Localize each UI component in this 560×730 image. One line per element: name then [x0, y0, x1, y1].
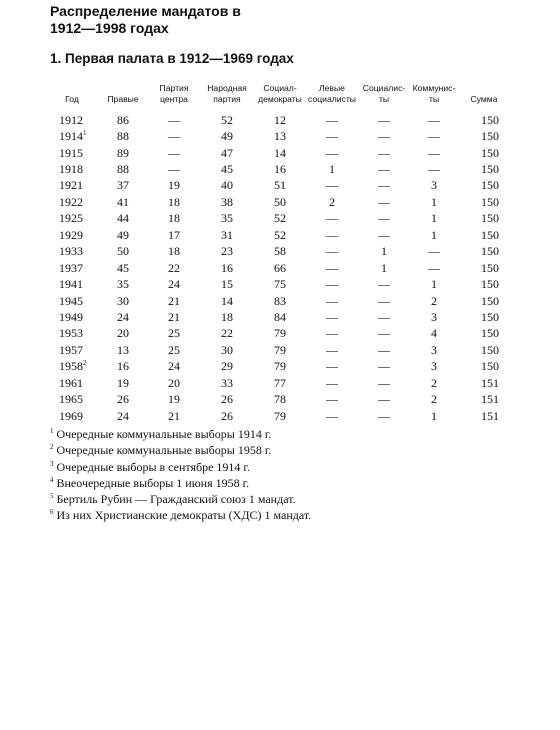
year-label: 1914	[59, 129, 83, 144]
cell-communists: —	[428, 244, 440, 259]
cell-left-socialists: —	[326, 211, 338, 226]
cell-sum: 150	[481, 260, 499, 275]
cell-center-party: —	[168, 145, 180, 160]
cell-year	[46, 359, 98, 375]
cell-year	[46, 211, 98, 227]
table-row	[46, 227, 510, 243]
page-title	[50, 3, 241, 37]
cell-communists: 1	[431, 211, 437, 226]
cell-social-democrats: 79	[274, 359, 286, 374]
cell-social-democrats: 16	[274, 162, 286, 177]
cell-center-party: 25	[168, 342, 180, 357]
cell-people-party: 31	[221, 227, 233, 242]
table-row	[46, 408, 510, 424]
year-label: 1958	[59, 359, 83, 374]
cell-center-party: —	[168, 162, 180, 177]
year-label: 1912	[59, 112, 83, 127]
cell-sum: 150	[481, 129, 499, 144]
cell-year	[46, 244, 98, 260]
cell-left-socialists: —	[326, 129, 338, 144]
cell-sum: 150	[481, 211, 499, 226]
cell-social-democrats: 12	[274, 112, 286, 127]
cell-socialists: —	[378, 309, 390, 324]
cell-left-socialists: —	[326, 309, 338, 324]
table-row	[46, 128, 510, 144]
cell-social-democrats: 77	[274, 375, 286, 390]
cell-social-democrats: 84	[274, 309, 286, 324]
cell-sum: 151	[481, 375, 499, 390]
year-label: 1929	[59, 227, 83, 242]
cell-left-socialists: —	[326, 112, 338, 127]
cell-people-party: 26	[221, 392, 233, 407]
cell-year	[46, 408, 98, 424]
year-label: 1953	[59, 326, 83, 341]
cell-social-democrats: 66	[274, 260, 286, 275]
cell-social-democrats: 83	[274, 293, 286, 308]
cell-year	[46, 194, 98, 210]
header-center-party: Партия центра	[159, 83, 189, 104]
footnote-text: Внеочередные выборы 1 июня 1958 г.	[56, 475, 250, 490]
table-row	[46, 244, 510, 260]
cell-year	[46, 161, 98, 177]
cell-year	[46, 260, 98, 276]
cell-socialists: —	[378, 342, 390, 357]
cell-center-party: 18	[168, 244, 180, 259]
year-label: 1922	[59, 194, 83, 209]
cell-socialists: —	[378, 277, 390, 292]
year-label: 1957	[59, 342, 83, 357]
cell-social-democrats: 79	[274, 326, 286, 341]
table-row	[46, 293, 510, 309]
year-label: 1969	[59, 408, 83, 423]
cell-left-socialists: —	[326, 244, 338, 259]
cell-socialists: —	[378, 211, 390, 226]
header-socialists: Социалис-ты	[362, 83, 406, 104]
cell-social-democrats: 52	[274, 211, 286, 226]
cell-sum: 150	[481, 162, 499, 177]
cell-people-party: 15	[221, 277, 233, 292]
cell-people-party: 38	[221, 194, 233, 209]
cell-right: 16	[117, 359, 129, 374]
cell-left-socialists: —	[326, 392, 338, 407]
footnote-text: Очередные коммунальные выборы 1914 г.	[56, 427, 272, 441]
cell-sum: 150	[481, 293, 499, 308]
cell-sum: 150	[481, 227, 499, 242]
table-row	[46, 342, 510, 358]
year-label: 1965	[59, 392, 83, 407]
cell-sum: 150	[481, 277, 499, 292]
footnote-number: 1	[50, 427, 54, 435]
cell-communists: 4	[431, 326, 437, 341]
cell-year	[46, 178, 98, 194]
cell-left-socialists: —	[326, 260, 338, 275]
cell-social-democrats: 79	[274, 342, 286, 357]
table-row	[46, 194, 510, 210]
cell-social-democrats: 75	[274, 277, 286, 292]
cell-year	[46, 391, 98, 407]
cell-year	[46, 128, 98, 144]
cell-center-party: 21	[168, 309, 180, 324]
cell-center-party: 22	[168, 260, 180, 275]
year-label: 1941	[59, 277, 83, 292]
cell-socialists: —	[378, 326, 390, 341]
cell-right: 41	[117, 194, 129, 209]
cell-right: 24	[117, 309, 129, 324]
cell-socialists: 1	[381, 260, 387, 275]
cell-socialists: —	[378, 194, 390, 209]
cell-right: 89	[117, 145, 129, 160]
table-row	[46, 359, 510, 375]
header-people-party: Народная партия	[207, 83, 247, 104]
cell-right: 49	[117, 227, 129, 242]
footnote-item	[50, 426, 311, 442]
footnote-item	[50, 507, 311, 523]
cell-communists: 2	[431, 375, 437, 390]
cell-year	[46, 326, 98, 342]
footnote-marker: 1	[83, 129, 87, 138]
cell-center-party: 21	[168, 408, 180, 423]
cell-people-party: 22	[221, 326, 233, 341]
cell-people-party: 29	[221, 359, 233, 374]
cell-socialists: —	[378, 293, 390, 308]
cell-communists: 3	[431, 359, 437, 374]
year-label: 1949	[59, 309, 83, 324]
table-row	[46, 178, 510, 194]
cell-left-socialists: —	[326, 375, 338, 390]
cell-sum: 150	[481, 112, 499, 127]
cell-sum: 150	[481, 194, 499, 209]
cell-left-socialists: —	[326, 293, 338, 308]
cell-left-socialists: —	[326, 408, 338, 423]
cell-socialists: —	[378, 408, 390, 423]
year-label: 1921	[59, 178, 83, 193]
cell-center-party: 19	[168, 178, 180, 193]
cell-communists: 3	[431, 309, 437, 324]
header-social-democrats: Социал-демократы	[258, 83, 302, 104]
footnote-text: Очередные коммунальные выборы 1958 г.	[56, 443, 272, 458]
cell-communists: —	[428, 112, 440, 127]
footnote-number: 4	[50, 475, 54, 484]
cell-right: 86	[117, 112, 129, 127]
footnote-number: 6	[50, 508, 54, 517]
footnote-item	[50, 442, 311, 458]
table-body	[46, 112, 510, 424]
header-communists: Коммунис-ты	[412, 83, 456, 104]
cell-year	[46, 309, 98, 325]
section-title: 1. Первая палата в 1912—1969 годах	[50, 51, 294, 66]
header-left-socialists: Левые социалисты	[308, 83, 356, 104]
cell-socialists: —	[378, 359, 390, 374]
cell-people-party: 33	[221, 375, 233, 390]
table-row	[46, 112, 510, 128]
table-row	[46, 375, 510, 391]
cell-people-party: 45	[221, 162, 233, 177]
cell-communists: —	[428, 162, 440, 177]
year-label: 1915	[59, 145, 83, 160]
cell-social-democrats: 14	[274, 145, 286, 160]
page-title-line2: 1912—1998 годах	[50, 20, 169, 36]
footnote-number: 5	[50, 492, 54, 501]
cell-year	[46, 145, 98, 161]
header-sum: Сумма	[470, 94, 498, 104]
cell-communists: 3	[431, 342, 437, 357]
footnote-marker: 2	[83, 359, 87, 368]
table-row	[46, 309, 510, 325]
cell-people-party: 23	[221, 244, 233, 259]
footnote-text: Очередные выборы в сентябре 1914 г.	[56, 459, 250, 474]
cell-people-party: 49	[221, 129, 233, 144]
cell-right: 35	[117, 277, 129, 292]
cell-people-party: 26	[221, 408, 233, 423]
cell-year	[46, 375, 98, 391]
year-label: 1925	[59, 211, 83, 226]
cell-social-democrats: 13	[274, 129, 286, 144]
cell-left-socialists: —	[326, 277, 338, 292]
cell-people-party: 18	[221, 309, 233, 324]
footnote-item	[50, 459, 311, 475]
cell-right: 13	[117, 342, 129, 357]
cell-right: 88	[117, 129, 129, 144]
mandates-table	[46, 73, 510, 424]
year-label: 1937	[59, 260, 83, 275]
cell-right: 37	[117, 178, 129, 193]
table-row	[46, 391, 510, 407]
cell-right: 19	[117, 375, 129, 390]
cell-year	[46, 342, 98, 358]
table-row	[46, 211, 510, 227]
cell-left-socialists: —	[326, 178, 338, 193]
cell-right: 45	[117, 260, 129, 275]
cell-sum: 150	[481, 326, 499, 341]
cell-right: 26	[117, 392, 129, 407]
table-row	[46, 276, 510, 292]
cell-people-party: 35	[221, 211, 233, 226]
cell-right: 30	[117, 293, 129, 308]
cell-people-party: 14	[221, 293, 233, 308]
table-row	[46, 145, 510, 161]
footnote-number: 2	[50, 443, 54, 452]
cell-socialists: —	[378, 375, 390, 390]
cell-social-democrats: 52	[274, 227, 286, 242]
cell-sum: 150	[481, 309, 499, 324]
cell-center-party: —	[168, 129, 180, 144]
cell-year	[46, 112, 98, 128]
table-row	[46, 161, 510, 177]
cell-center-party: 24	[168, 277, 180, 292]
cell-people-party: 52	[221, 112, 233, 127]
footnotes	[50, 426, 311, 524]
cell-communists: 1	[431, 227, 437, 242]
cell-center-party: 20	[168, 375, 180, 390]
footnote-text: Бертиль Рубин — Гражданский союз 1 мандат.	[56, 492, 296, 507]
cell-people-party: 40	[221, 178, 233, 193]
page-title-line1: Распределение мандатов в	[50, 3, 241, 19]
cell-right: 24	[117, 408, 129, 423]
cell-people-party: 30	[221, 342, 233, 357]
footnote-number: 3	[50, 459, 54, 468]
cell-center-party: —	[168, 112, 180, 127]
cell-communists: 2	[431, 293, 437, 308]
cell-sum: 150	[481, 342, 499, 357]
cell-left-socialists: —	[326, 227, 338, 242]
cell-socialists: 1	[381, 244, 387, 259]
cell-socialists: —	[378, 392, 390, 407]
footnote-item	[50, 491, 311, 507]
cell-right: 50	[117, 244, 129, 259]
year-label: 1961	[59, 375, 83, 390]
cell-socialists: —	[378, 227, 390, 242]
cell-left-socialists: —	[326, 326, 338, 341]
cell-left-socialists: —	[326, 359, 338, 374]
year-label: 1945	[59, 293, 83, 308]
table-header-row	[46, 73, 510, 112]
cell-social-democrats: 58	[274, 244, 286, 259]
header-year: Год	[65, 94, 79, 104]
cell-socialists: —	[378, 145, 390, 160]
cell-year	[46, 227, 98, 243]
cell-sum: 150	[481, 359, 499, 374]
cell-left-socialists: 2	[329, 194, 335, 209]
cell-communists: —	[428, 260, 440, 275]
year-label: 1933	[59, 244, 83, 259]
cell-left-socialists: 1	[329, 162, 335, 177]
cell-sum: 151	[481, 392, 499, 407]
cell-left-socialists: —	[326, 145, 338, 160]
cell-sum: 150	[481, 178, 499, 193]
cell-center-party: 24	[168, 359, 180, 374]
cell-right: 88	[117, 162, 129, 177]
cell-right: 20	[117, 326, 129, 341]
cell-communists: —	[428, 129, 440, 144]
cell-socialists: —	[378, 178, 390, 193]
footnote-item	[50, 475, 311, 491]
cell-communists: 3	[431, 178, 437, 193]
cell-right: 44	[117, 211, 129, 226]
cell-communists: 2	[431, 392, 437, 407]
cell-sum: 151	[481, 408, 499, 423]
cell-center-party: 18	[168, 194, 180, 209]
cell-communists: 1	[431, 277, 437, 292]
cell-center-party: 25	[168, 326, 180, 341]
cell-communists: 1	[431, 194, 437, 209]
cell-center-party: 19	[168, 392, 180, 407]
cell-social-democrats: 50	[274, 194, 286, 209]
cell-year	[46, 293, 98, 309]
table-row	[46, 260, 510, 276]
cell-sum: 150	[481, 244, 499, 259]
cell-socialists: —	[378, 162, 390, 177]
cell-socialists: —	[378, 112, 390, 127]
cell-social-democrats: 51	[274, 178, 286, 193]
cell-socialists: —	[378, 129, 390, 144]
footnote-text: Из них Христианские демократы (ХДС) 1 мандат.	[56, 508, 312, 523]
cell-communists: 1	[431, 408, 437, 423]
table-row	[46, 326, 510, 342]
cell-left-socialists: —	[326, 342, 338, 357]
cell-people-party: 16	[221, 260, 233, 275]
cell-social-democrats: 79	[274, 408, 286, 423]
header-right: Правые	[107, 94, 139, 104]
cell-people-party: 47	[221, 145, 233, 160]
cell-year	[46, 276, 98, 292]
cell-social-democrats: 78	[274, 392, 286, 407]
cell-center-party: 21	[168, 293, 180, 308]
cell-sum: 150	[481, 145, 499, 160]
year-label: 1918	[59, 162, 83, 177]
cell-center-party: 18	[168, 211, 180, 226]
cell-communists: —	[428, 145, 440, 160]
cell-center-party: 17	[168, 227, 180, 242]
